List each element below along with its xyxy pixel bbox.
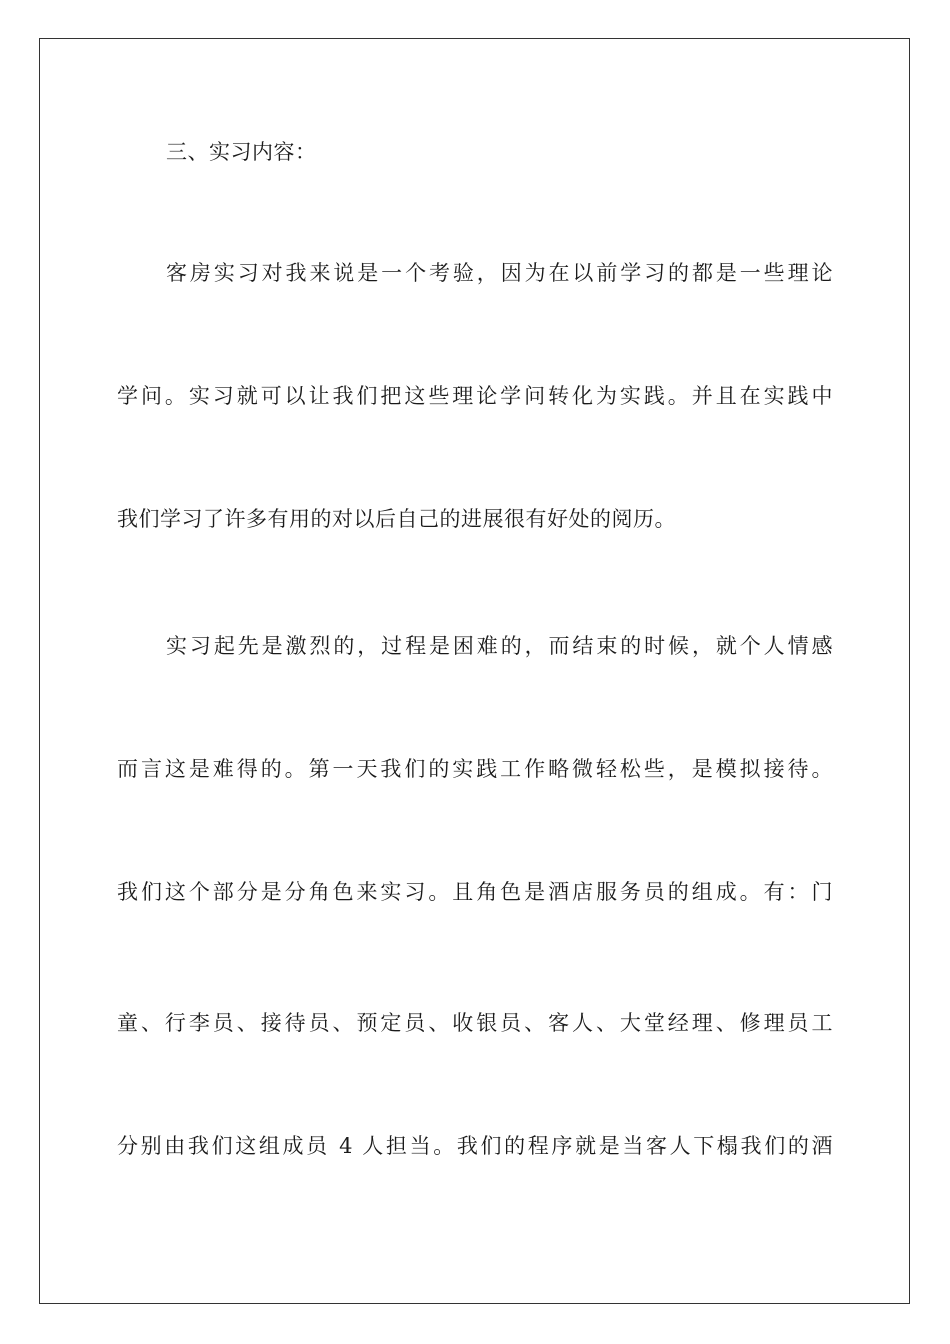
paragraph-line: 我们学习了许多有用的对以后自己的进展很有好处的阅历。 <box>117 507 676 531</box>
paragraph-line: 我们这个部分是分角色来实习。且角色是酒店服务员的组成。有：门 <box>117 880 833 904</box>
paragraph-line: 童、行李员、接待员、预定员、收银员、客人、大堂经理、修理员工 <box>117 1011 833 1035</box>
paragraph-line: 而言这是难得的。第一天我们的实践工作略微轻松些，是模拟接待。 <box>117 757 833 781</box>
paragraph-line: 客房实习对我来说是一个考验，因为在以前学习的都是一些理论 <box>166 261 833 285</box>
page-border <box>39 38 910 1304</box>
section-heading: 三、实习内容： <box>166 140 317 164</box>
paragraph-line: 学问。实习就可以让我们把这些理论学问转化为实践。并且在实践中 <box>117 384 833 408</box>
paragraph-line: 分别由我们这组成员 4 人担当。我们的程序就是当客人下榻我们的酒 <box>117 1134 833 1158</box>
paragraph-line: 实习起先是激烈的，过程是困难的，而结束的时候，就个人情感 <box>166 634 833 658</box>
